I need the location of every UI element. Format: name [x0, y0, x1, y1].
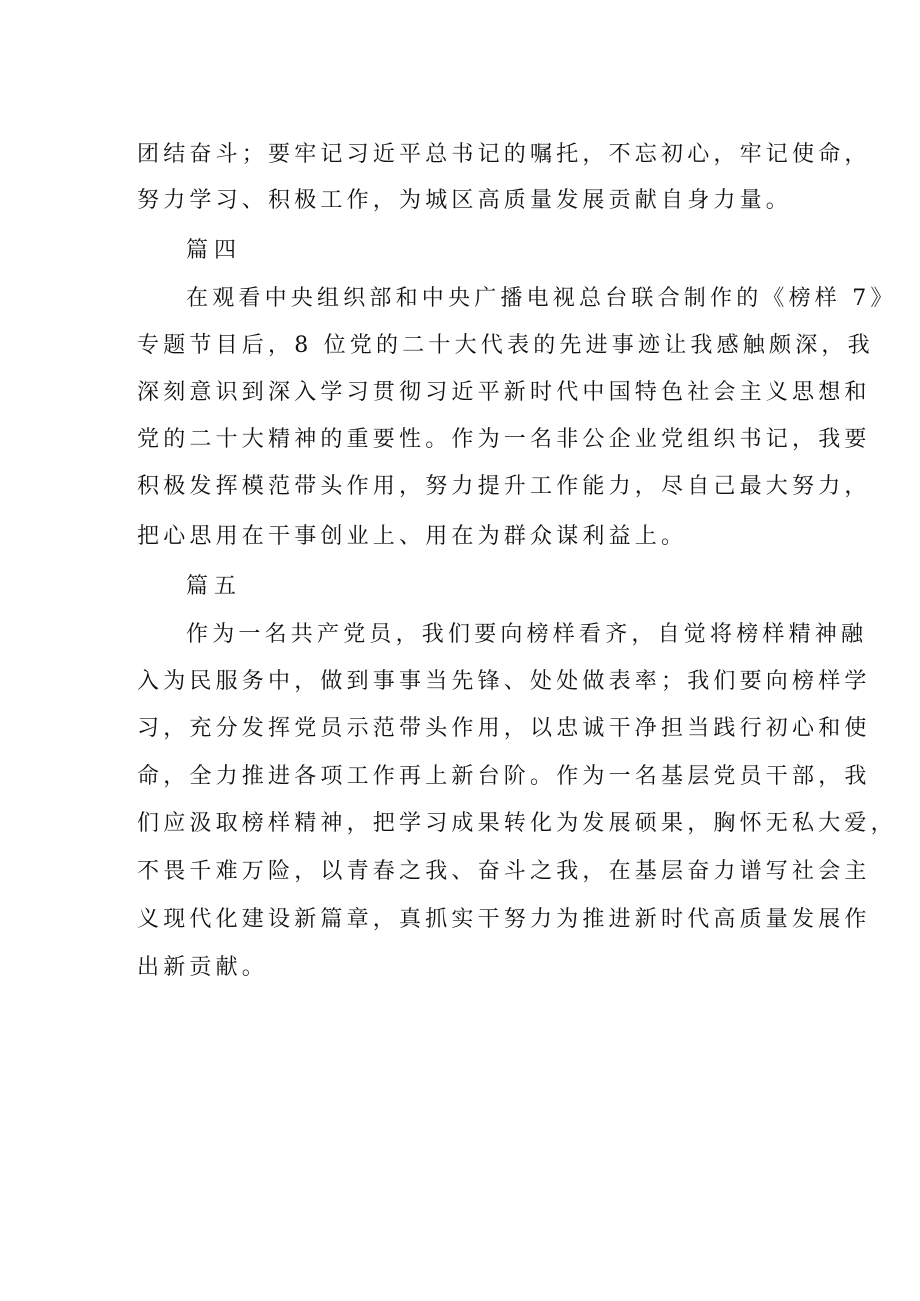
section-heading-4: 篇四: [186, 238, 243, 263]
paragraph-line: 努力学习、积极工作，为城区高质量发展贡献自身力量。: [137, 188, 793, 213]
paragraph-line: 把心思用在干事创业上、用在为群众谋利益上。: [137, 524, 688, 549]
section-heading-5: 篇五: [186, 574, 243, 599]
paragraph-line: 积极发挥模范带头作用，努力提升工作能力，尽自己最大努力，: [137, 474, 871, 499]
paragraph-line: 不畏千难万险，以青春之我、奋斗之我，在基层奋力谱写社会主: [137, 859, 871, 884]
paragraph-line: 出新贡献。: [137, 955, 269, 980]
paragraph-line: 团结奋斗；要牢记习近平总书记的嘱托，不忘初心，牢记使命，: [137, 142, 871, 167]
paragraph-line: 在观看中央组织部和中央广播电视总台联合制作的《榜样 7》: [186, 286, 897, 311]
paragraph-line: 深刻意识到深入学习贯彻习近平新时代中国特色社会主义思想和: [137, 380, 871, 405]
paragraph-line: 入为民服务中，做到事事当先锋、处处做表率；我们要向榜样学: [137, 669, 871, 694]
paragraph-line: 专题节目后，8 位党的二十大代表的先进事迹让我感触颇深，我: [137, 333, 874, 358]
paragraph-line: 义现代化建设新篇章，真抓实干努力为推进新时代高质量发展作: [137, 907, 871, 932]
paragraph-line: 习，充分发挥党员示范带头作用，以忠诚干净担当践行初心和使: [137, 716, 871, 741]
paragraph-line: 党的二十大精神的重要性。作为一名非公企业党组织书记，我要: [137, 427, 871, 452]
paragraph-line: 们应汲取榜样精神，把学习成果转化为发展硕果，胸怀无私大爱，: [137, 811, 897, 836]
paragraph-line: 命，全力推进各项工作再上新台阶。作为一名基层党员干部，我: [137, 764, 871, 789]
paragraph-line: 作为一名共产党员，我们要向榜样看齐，自觉将榜样精神融: [186, 622, 868, 647]
